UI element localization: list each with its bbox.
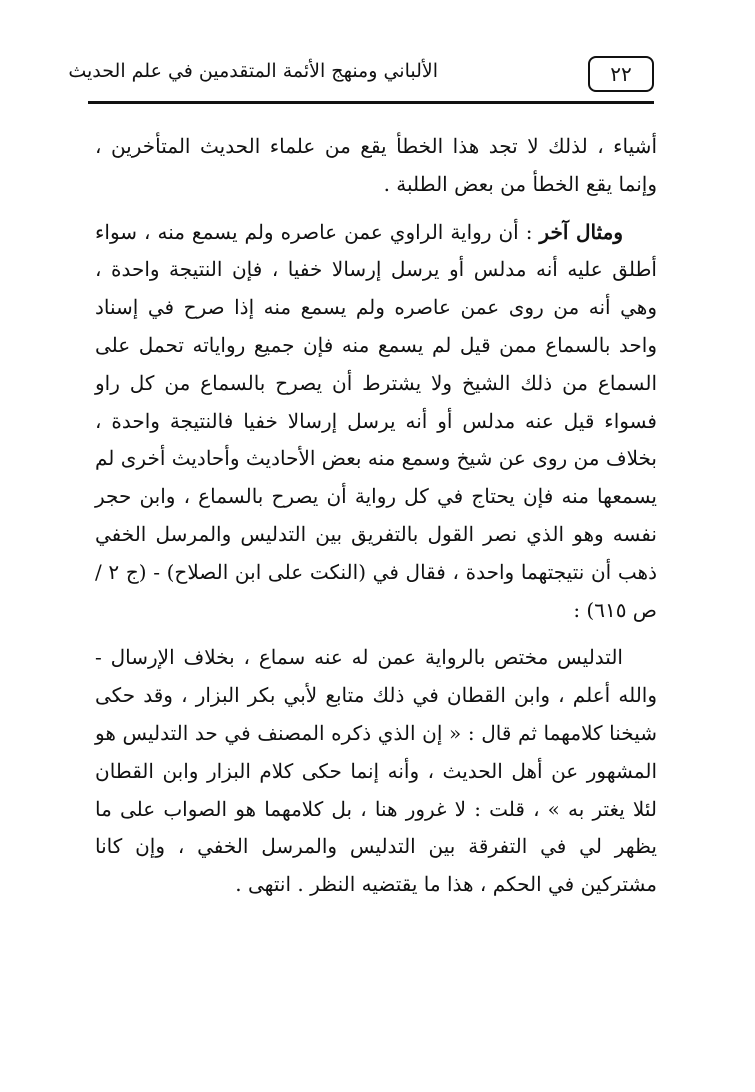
paragraph-3-quote: التدليس مختص بالرواية عمن له عنه سماع ، بخلاف الإرسال - والله أعلم ، وابن القطان في ذلك متابع لأبي بكر البزار ، وقد حكى شيخنا كلامهما ثم قال : « إن الذي ذكره المصنف في حد التدليس هو المشهور عن أهل الحديث ، وأنه إنما حكى كلام البزار وابن القطان لئلا يغتر به » ، قلت : لا غرور هنا ، بل كلامهما هو الصواب على ما يظهر لي في التفرقة بين التدليس والمرسل الخفي ، وإن كانا مشتركين في الحكم ، هذا ما يقتضيه النظر . انتهى . [95,645,658,897]
header-divider [88,101,654,104]
paragraph-2-lead: ومثال آخر [539,219,623,244]
running-title: الألباني ومنهج الأئمة المتقدمين في علم الحديث [68,60,438,82]
page-number-box [588,56,654,92]
page-number: ٢٢ [610,62,632,86]
paragraph-1: أشياء ، لذلك لا تجد هذا الخطأ يقع من علماء الحديث المتأخرين ، وإنما يقع الخطأ من بعض الطلبة . [95,134,657,196]
paragraph-2 [95,214,657,630]
main-text [95,128,657,904]
paragraph-2-text: : أن رواية الراوي عمن عاصره ولم يسمع منه ، سواء أطلق عليه أنه مدلس أو يرسل إرسالا خفيا ، فإن النتيجة واحدة ، وهي أنه من روى عمن عاصره ولم يسمع منه إذا صرح في إسناد واحد بالسماع ممن قيل لم يسمع منه فإن جميع رواياته تحمل على السماع من ذلك الشيخ ولا يشترط أن يصرح بالسماع من كل راو فسواء قيل عنه مدلس أو أنه يرسل إرسالا خفيا فالنتيجة واحدة ، بخلاف من روى عن شيخ وسمع منه بعض الأحاديث وأحاديث أخرى لم يسمعها منه فإن يحتاج في كل رواية أن يصرح بالسماع ، وابن حجر نفسه وهو الذي نصر القول بالتفريق بين التدليس والمرسل الخفي ذهب أن نتيجتهما واحدة ، فقال في (النكت على ابن الصلاح) - (ج ٢ / ص ٦١٥) : [95,219,658,622]
page-header [68,52,654,96]
